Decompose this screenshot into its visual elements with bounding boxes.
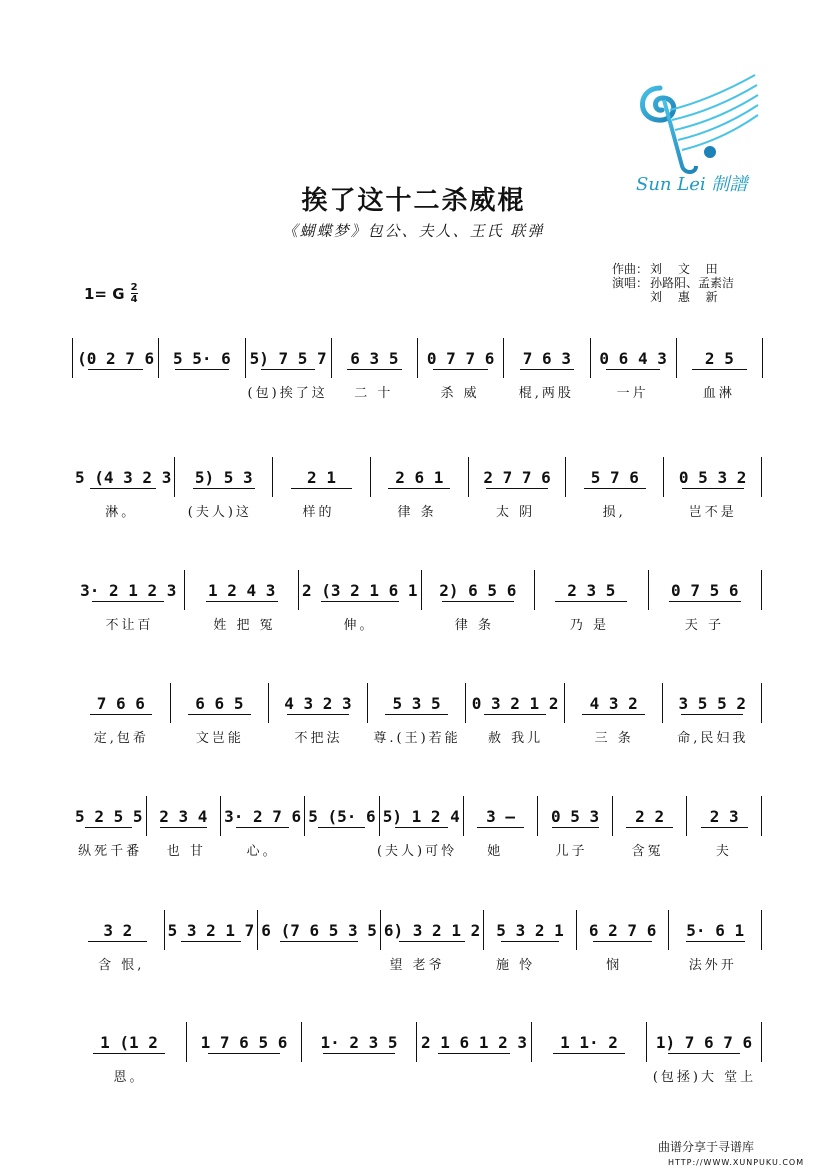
measure [380, 796, 464, 836]
measure-notes: 0 7 7 6 [426, 348, 495, 368]
time-denominator: 4 [130, 294, 138, 305]
beam-line [321, 601, 399, 602]
credit-row [612, 262, 734, 276]
lyric-text: 望 老爷 [389, 958, 445, 973]
measure-notes: 3· 2 7 6 [224, 806, 302, 826]
measure [72, 1022, 187, 1062]
measure-notes: 5 2 5 5 [75, 806, 143, 826]
measure-notes: 6 (7 6 5 3 5 [261, 920, 377, 940]
measure-notes: 5 7 6 [590, 467, 639, 487]
beam-line [606, 369, 661, 370]
lyric-text: 血淋 [702, 386, 735, 401]
lyric-text [269, 954, 368, 976]
measure-notes: 0 5 3 2 [678, 467, 747, 487]
measure-notes: 0 5 3 [551, 806, 600, 826]
measure [175, 457, 273, 497]
lyric-text [532, 1066, 647, 1088]
measure-notes: 5 5· 6 [172, 348, 231, 368]
song-title: 挨了这十二杀威棍 [301, 186, 526, 216]
measure [647, 1022, 762, 1062]
beam-line [477, 827, 524, 828]
lyric-text: 伸。 [343, 618, 376, 633]
measure [159, 338, 245, 378]
measure [613, 796, 688, 836]
lyric-text [72, 382, 158, 404]
measure-notes: 5 3 2 1 7 [167, 920, 255, 940]
beam-line [692, 369, 747, 370]
measure [332, 338, 418, 378]
treble-clef-icon [630, 70, 765, 180]
measure-notes: 5 (4 3 2 3 [75, 467, 172, 487]
beam-line [92, 601, 164, 602]
measure [368, 683, 467, 723]
lyric-text: 心。 [246, 844, 279, 859]
beam-line [484, 714, 546, 715]
beam-line [442, 601, 514, 602]
measure [565, 683, 664, 723]
score-line [72, 683, 762, 753]
measure-notes: 3 – [486, 806, 515, 826]
beam-line [682, 488, 744, 489]
beam-line [395, 827, 448, 828]
beam-line [88, 941, 147, 942]
measure-notes: 5) 1 2 4 [382, 806, 460, 826]
measure [469, 457, 567, 497]
beam-line [584, 488, 646, 489]
credit-row [612, 276, 734, 290]
measure-notes: 5) 7 5 7 [249, 348, 327, 368]
beam-line [668, 1053, 741, 1054]
measure [147, 796, 222, 836]
measure-notes: 2 2 [635, 806, 665, 826]
beam-line [555, 601, 627, 602]
lyric-text: 尊.(王)若能 [373, 731, 461, 746]
beam-line [388, 488, 450, 489]
measure [273, 457, 371, 497]
time-numerator: 2 [130, 282, 138, 293]
measure-notes: 6 6 5 [195, 693, 244, 713]
measure [302, 1022, 417, 1062]
measure [72, 910, 165, 950]
measure [577, 910, 670, 950]
measure [535, 570, 648, 610]
lyric-text: 乃 是 [569, 618, 610, 633]
measure [371, 457, 469, 497]
beam-line [593, 941, 652, 942]
measure [663, 683, 762, 723]
beam-line [626, 827, 673, 828]
beam-line [669, 601, 741, 602]
lyric-text: 损, [602, 505, 626, 520]
measure [664, 457, 762, 497]
beam-line [93, 1053, 166, 1054]
measure [305, 796, 380, 836]
beam-line [553, 1053, 626, 1054]
lyric-text [301, 840, 377, 862]
measure [72, 796, 147, 836]
beam-line [208, 1053, 281, 1054]
measure-notes: 3 2 [103, 920, 133, 940]
beam-line [287, 714, 349, 715]
lyric-text: 法外开 [688, 958, 737, 973]
credit-label: 演唱： [612, 276, 649, 290]
beam-line [486, 488, 548, 489]
measure-notes: 5 3 2 1 [496, 920, 564, 940]
beam-line [323, 1053, 396, 1054]
measure [464, 796, 539, 836]
score-line [72, 570, 762, 640]
beam-line [385, 714, 447, 715]
lyric-text: 不让百 [105, 618, 154, 633]
beam-line [188, 714, 250, 715]
lyric-text [158, 382, 244, 404]
lyric-text: 不把法 [294, 731, 343, 746]
beam-line [399, 941, 465, 942]
measure-notes: 5· 6 1 [686, 920, 745, 940]
lyric-text: 含 恨, [98, 958, 145, 973]
lyric-text: 杀 威 [440, 386, 480, 401]
measure [165, 910, 259, 950]
measure [532, 1022, 647, 1062]
credit-label [612, 290, 650, 304]
beam-line [438, 1053, 511, 1054]
beam-line [206, 601, 278, 602]
lyric-text: 儿子 [555, 844, 588, 859]
lyric-text: (包)挨了这 [247, 386, 328, 401]
lyric-text: 一片 [616, 386, 649, 401]
measure-notes: 2 (3 2 1 6 1 [301, 580, 418, 600]
measure-notes: 2 1 [307, 467, 336, 487]
lyric-text: 命,民妇我 [677, 731, 749, 746]
measure [187, 1022, 302, 1062]
measure [687, 796, 762, 836]
beam-line [501, 941, 560, 942]
measure-notes: 4 3 2 3 [284, 693, 352, 713]
measure [246, 338, 332, 378]
beam-line [280, 941, 358, 942]
measure [72, 570, 185, 610]
measure-notes: 2 7 7 6 [483, 467, 551, 487]
measure-notes: 2 6 1 [395, 467, 444, 487]
measure-notes: 0 7 5 6 [671, 580, 739, 600]
measure-notes: 7 6 3 [522, 348, 571, 368]
lyric-text: (夫人)可怜 [376, 844, 458, 859]
measure-notes: 1 1· 2 [560, 1032, 618, 1052]
lyric-text: 天 子 [684, 618, 725, 633]
measure [73, 338, 159, 378]
lyric-text: 姓 把 冤 [213, 618, 276, 633]
lyric-text: 也 甘 [166, 844, 206, 859]
credit-value: 孙路阳、孟素洁 [650, 276, 735, 290]
measure [418, 338, 504, 378]
measure-notes: 3 5 5 2 [678, 693, 746, 713]
lyric-text: 文岂能 [195, 731, 244, 746]
measure [677, 338, 763, 378]
lyric-text: 律 条 [454, 618, 495, 633]
measure [466, 683, 565, 723]
measure [299, 570, 422, 610]
measure-notes: 7 6 6 [96, 693, 145, 713]
measure-notes: 2 3 4 [159, 806, 208, 826]
measure [171, 683, 270, 723]
measure-notes: 1) 7 6 7 6 [655, 1032, 753, 1052]
credit-value: 刘 惠 新 [650, 290, 724, 304]
lyric-text: 三 条 [594, 731, 634, 746]
lyric-text: 淋。 [105, 505, 138, 520]
lyric-text: 赦 我儿 [488, 731, 544, 746]
measure [422, 570, 535, 610]
beam-line [261, 369, 316, 370]
measure-notes: 6 2 7 6 [588, 920, 657, 940]
credit-value: 刘 文 田 [650, 262, 724, 276]
beam-line [686, 941, 745, 942]
beam-line [85, 827, 132, 828]
lyric-text: 律 条 [397, 505, 437, 520]
lyric-text: 含冤 [631, 844, 664, 859]
score-line [72, 338, 762, 408]
lyric-text: 棍,两股 [518, 386, 574, 401]
measure-notes: 6 3 5 [350, 348, 399, 368]
measure-notes: (0 2 7 6 [77, 348, 155, 368]
lyric-text [171, 954, 270, 976]
beam-line [236, 827, 289, 828]
beam-line [291, 488, 353, 489]
measure-notes: 2 3 5 [567, 580, 616, 600]
lyric-text: 恩。 [113, 1070, 146, 1085]
measure-notes: 4 3 2 [589, 693, 638, 713]
measure [566, 457, 664, 497]
beam-line [318, 827, 365, 828]
key-text: 1= G [84, 284, 125, 303]
measure [417, 1022, 532, 1062]
measure-notes: 0 3 2 1 2 [471, 693, 559, 713]
score-line [72, 910, 762, 980]
measure-notes: 6) 3 2 1 2 [383, 920, 481, 940]
credits [612, 262, 734, 304]
beam-line [193, 488, 255, 489]
lyric-text [302, 1066, 417, 1088]
measure [538, 796, 613, 836]
measure-notes: 1· 2 3 5 [320, 1032, 398, 1052]
credit-label: 作曲： [612, 262, 649, 276]
measure-notes: 5 3 5 [392, 693, 441, 713]
time-signature [131, 283, 138, 304]
lyric-text: 样的 [302, 505, 335, 520]
measure-notes: 2) 6 5 6 [439, 580, 517, 600]
lyric-text: 施 怜 [496, 958, 536, 973]
measure [185, 570, 298, 610]
beam-line [701, 827, 748, 828]
beam-line [433, 369, 488, 370]
logo-text: Sun Lei 制譜 [636, 174, 748, 195]
measure [669, 910, 762, 950]
lyric-text: 太 阴 [496, 505, 536, 520]
beam-line [160, 827, 207, 828]
score-line [72, 796, 762, 866]
footer-url: HTTP://WWW.XUNPUKU.COM [668, 1158, 805, 1167]
beam-line [88, 369, 143, 370]
footer-text: 曲谱分享于寻谱库 [658, 1140, 755, 1154]
measure [591, 338, 677, 378]
credit-row [612, 290, 734, 304]
lyric-text: 她 [487, 844, 504, 859]
lyric-text [187, 1066, 302, 1088]
score-line [72, 1022, 762, 1092]
measure [484, 910, 577, 950]
lyric-text: (夫人)这 [187, 505, 252, 520]
measure-notes: 5 (5· 6 [308, 806, 376, 826]
lyric-text: 二 十 [354, 386, 394, 401]
lyric-text: 定,包希 [93, 731, 149, 746]
measure-notes: 1 7 6 5 6 [200, 1032, 288, 1052]
measure [72, 683, 171, 723]
measure-notes: 1 2 4 3 [208, 580, 276, 600]
key-signature [84, 283, 138, 304]
lyric-text: (包拯)大 堂上 [652, 1070, 757, 1085]
measure [649, 570, 762, 610]
measure-notes: 3· 2 1 2 3 [80, 580, 177, 600]
measure-notes: 0 6 4 3 [599, 348, 667, 368]
measure-notes: 5) 5 3 [194, 467, 253, 487]
lyric-text [417, 1066, 532, 1088]
measure-notes: 2 3 [709, 806, 739, 826]
lyric-text: 悯 [606, 958, 623, 973]
beam-line [90, 714, 152, 715]
beam-line [582, 714, 644, 715]
measure [72, 457, 175, 497]
measure [269, 683, 368, 723]
measure-notes: 2 5 [704, 348, 734, 368]
lyric-text: 夫 [715, 844, 732, 859]
measure-notes: 1 (1 2 [100, 1032, 158, 1052]
lyric-text: 纵死千番 [78, 844, 143, 859]
measure [504, 338, 590, 378]
measure [221, 796, 305, 836]
measure-notes: 2 1 6 1 2 3 [421, 1032, 527, 1052]
beam-line [520, 369, 575, 370]
measure [381, 910, 484, 950]
song-subtitle: 《蝴蝶梦》包公、夫人、王氏 联弹 [282, 222, 545, 240]
beam-line [552, 827, 599, 828]
beam-line [90, 488, 156, 489]
score-line [72, 457, 762, 527]
beam-line [681, 714, 743, 715]
beam-line [347, 369, 402, 370]
lyric-text: 岂不是 [688, 505, 737, 520]
beam-line [181, 941, 240, 942]
measure [258, 910, 381, 950]
beam-line [175, 369, 230, 370]
